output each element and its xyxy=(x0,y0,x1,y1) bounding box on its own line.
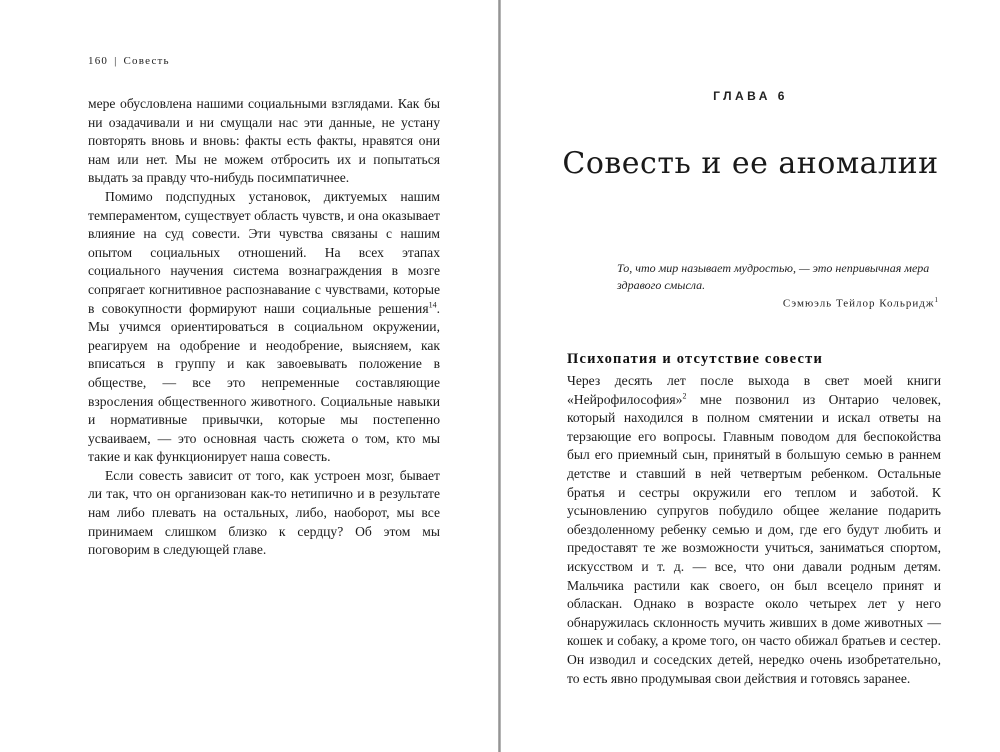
left-page xyxy=(0,0,498,752)
chapter-label: ГЛАВА 6 xyxy=(713,89,788,103)
left-paragraph-1 xyxy=(88,95,440,188)
footnote-ref-14: 14 xyxy=(428,300,437,309)
left-body-text xyxy=(88,95,440,560)
running-head-title: Совесть xyxy=(123,55,170,67)
right-body-text xyxy=(567,372,941,688)
section-heading: Психопатия и отсутствие совести xyxy=(567,351,824,367)
paragraph-text: Через десять лет после выхода в свет моей книги «Нейрофилософия» xyxy=(567,373,941,407)
footnote-ref-2: 2 xyxy=(682,391,687,401)
epigraph-author-name: Сэмюэль Тейлор Кольридж xyxy=(782,297,935,310)
chapter-title: Совесть и ее аномалии xyxy=(562,146,939,181)
running-head-separator: | xyxy=(114,55,118,67)
page-number: 160 xyxy=(88,55,109,67)
paragraph-text: Если совесть зависит от того, как устроен мозг, бывает ли так, что он организован как-то нетипично и в результате нам либо плевать на остальных, либо, наоборот, мы все принимаем слишком близко к сердцу? Об этом мы поговорим в следующей главе. xyxy=(88,467,440,558)
paragraph-text: Помимо подспудных установок, диктуемых нашим темпераментом, существует область чувств, и она оказывает влияние на суд совести. Эти чувства связаны с нашим опытом социальных отношений. На всех этапах социального научения система вознаграждения в мозге сопрягает когнитивное распознавание с чувствами, которые в совокупности формируют наши социальные решения xyxy=(88,188,440,316)
right-page xyxy=(501,0,1000,752)
epigraph-author xyxy=(617,296,939,310)
paragraph-text: мере обусловлена нашими социальными взглядами. Как бы ни озадачивали и ни смущали нас эти данные, не устану повторять вновь и вновь: факты есть факты, нравятся они нам или нет. Мы не можем отбросить их и попытаться выдать за правду что-нибудь посимпатичнее. xyxy=(88,96,440,186)
left-paragraph-2 xyxy=(88,188,440,467)
epigraph-quote: То, что мир называет мудростью, — это непривычная мера здравого смысла. xyxy=(617,261,930,292)
paragraph-text: . Мы учимся ориентироваться в социальном окружении, реагируем на одобрение и неодобрение, выясняем, как вписаться в группу и как завоевывать положение в обществе, — все это непременные составляющие взросления общественного животного. Социальные навыки и нормативные привычки, которые мы постепенно усваиваем, — это основная часть сюжета о том, кто мы такие и как функционирует наша совесть. xyxy=(88,300,440,465)
footnote-ref-1: 1 xyxy=(934,296,939,304)
left-paragraph-3 xyxy=(88,467,440,560)
running-head xyxy=(88,55,170,67)
paragraph-text: мне позвонил из Онтарио человек, который находился в полном смятении и искал ответы на терзающие его вопросы. Главным поводом для беспокойства был его приемный сын, принятый в большую семью в раннем детстве и ставший в ней четвертым ребенком. Остальные братья и сестры окружили его теплом и заботой. К усыновлению супругов побудило общее желание подарить обездоленному ребенку семью и дом, где его будут любить и предоставят те же возможности учиться, заниматься спортом, искусством и т. д. — все, что они давали родным детям. Мальчика растили как своего, он был всецело принят и обласкан. Однако в возрасте около четырех лет у него обнаружилась склонность мучить живших в доме животных — кошек и собаку, а кроме того, он часто обижал братьев и сестер. Он изводил и соседских детей, нередко очень изобретательно, то есть явно продумывая свои действия и готовясь заранее. xyxy=(567,391,941,686)
right-paragraph-1 xyxy=(567,372,941,688)
